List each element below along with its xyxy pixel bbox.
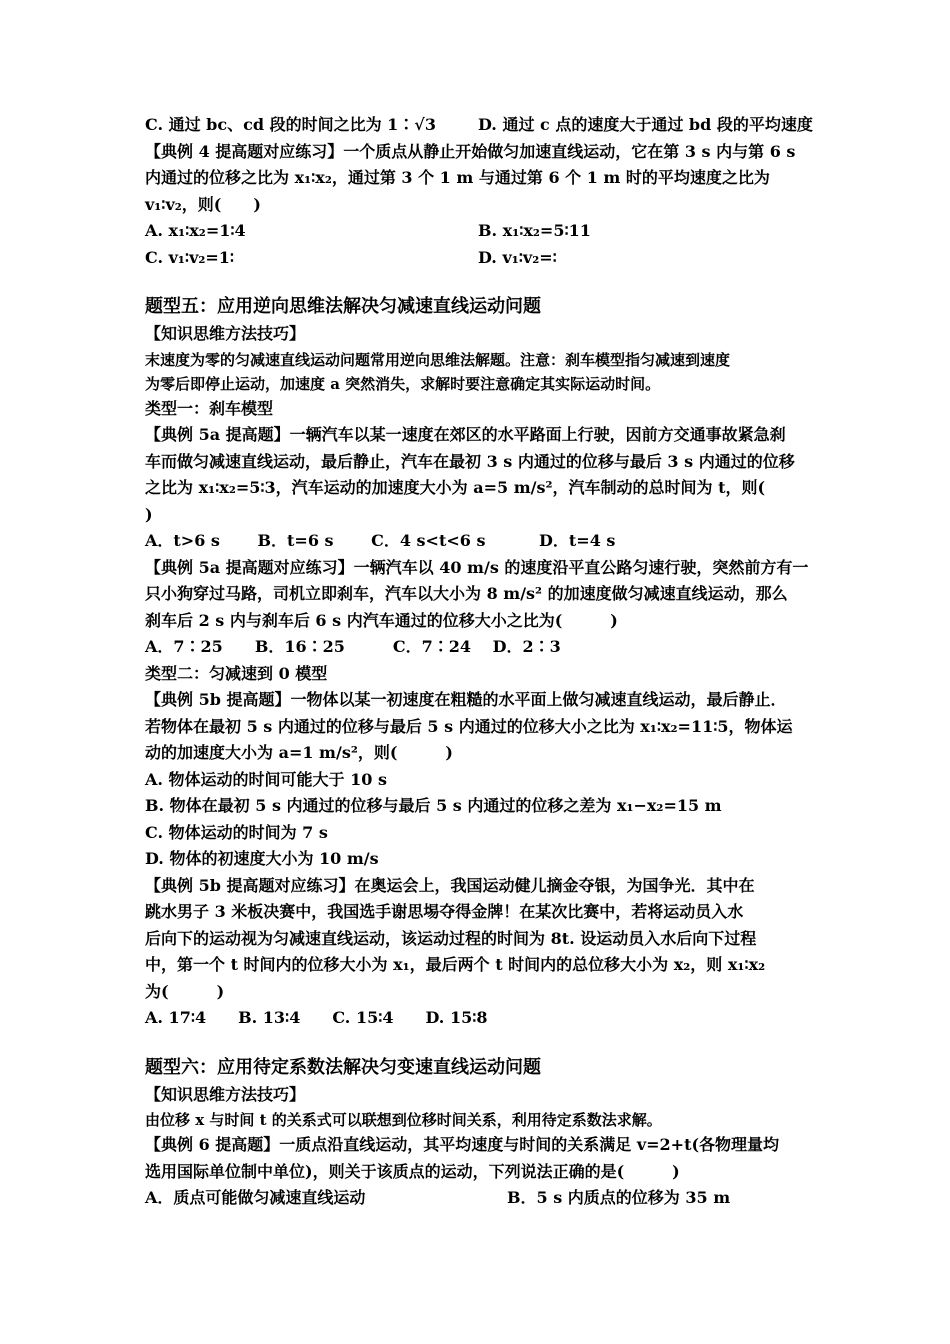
option-b: B. 物体在最初 5 s 内通过的位移与最后 5 s 内通过的位移之差为 x₁−x₂=15 m <box>145 796 722 815</box>
example-5a-line1: 【典例 5a 提高题】一辆汽车以某一速度在郊区的水平路面上行驶，因前方交通事故紧急刹 <box>145 425 786 444</box>
example-5a-line4: ) <box>145 504 153 524</box>
subtype-heading: 类型一：刹车模型 <box>145 398 274 418</box>
example-6-line1: 【典例 6 提高题】一质点沿直线运动，其平均速度与时间的关系满足 v=2+t(各物理量均 <box>145 1135 780 1154</box>
example-5a-practice-line1: 【典例 5a 提高题对应练习】一辆汽车以 40 m/s 的速度沿平直公路匀速行驶，突然前方有一 <box>145 557 809 577</box>
example-5b-practice-options: A. 17∶4 B. 13∶4 C. 15∶4 D. 15∶8 <box>145 1008 488 1027</box>
options-row <box>145 218 810 245</box>
option-c: C. 物体运动的时间为 7 s <box>145 822 328 842</box>
tips-text: 为零后即停止运动，加速度 a 突然消失，求解时要注意确定其实际运动时间。 <box>145 374 661 393</box>
example-5a-line3: 之比为 x₁∶x₂=5∶3，汽车运动的加速度大小为 a=5 m/s²，汽车制动的总时间为 t，则( <box>145 478 766 497</box>
example-5b-practice-line1: 【典例 5b 提高题对应练习】在奥运会上，我国运动健儿摘金夺银，为国争光．其中在 <box>145 875 755 895</box>
example-5a-options: A．t>6 s B．t=6 s C．4 s<t<6 s D．t=4 s <box>145 531 616 550</box>
example-5b-practice-line5: 为( ) <box>145 981 225 1001</box>
options-row <box>145 112 813 139</box>
example-4-line2: 内通过的位移之比为 x₁∶x₂，通过第 3 个 1 m 与通过第 6 个 1 m 时的平均速度之比为 <box>145 168 770 187</box>
tips-text: 由位移 x 与时间 t 的关系式可以联想到位移时间关系，利用待定系数法求解。 <box>145 1111 662 1129</box>
option-a: A．质点可能做匀减速直线运动 <box>145 1188 366 1207</box>
example-5b-practice-line3: 后向下的运动视为匀减速直线运动，该运动过程的时间为 8t. 设运动员入水后向下过程 <box>145 928 757 948</box>
options-row <box>145 245 810 272</box>
option-b: B. x₁∶x₂=5∶11 <box>478 221 591 240</box>
example-5b-practice-line2: 跳水男子 3 米板决赛中，我国选手谢思埸夺得金牌！在某次比赛中，若将运动员入水 <box>145 902 744 921</box>
option-a: A. 物体运动的时间可能大于 10 s <box>145 769 387 789</box>
example-4-line3: v₁∶v₂，则( ) <box>145 194 261 214</box>
option-c: C. 通过 bc、cd 段的时间之比为 1∶√3 <box>145 115 436 134</box>
subtype-heading: 类型二：匀减速到 0 模型 <box>145 663 328 683</box>
example-5a-line2: 车而做匀减速直线运动，最后静止，汽车在最初 3 s 内通过的位移与最后 3 s 内通过的位移 <box>145 451 795 471</box>
option-d: D. v₁∶v₂=∶ <box>478 247 557 267</box>
example-5b-line1: 【典例 5b 提高题】一物体以某一初速度在粗糙的水平面上做匀减速直线运动，最后静止． <box>145 690 787 709</box>
tips-text: 末速度为零的匀减速直线运动问题常用逆向思维法解题。注意：刹车模型指匀减速到速度 <box>145 350 731 369</box>
example-5b-line2: 若物体在最初 5 s 内通过的位移与最后 5 s 内通过的位移大小之比为 x₁∶x₂=11∶5，物体运 <box>145 716 793 736</box>
option-d: D. 物体的初速度大小为 10 m/s <box>145 849 379 868</box>
option-a: A. x₁∶x₂=1∶4 <box>145 221 246 240</box>
tips-heading: 【知识思维方法技巧】 <box>145 324 306 343</box>
tips-heading: 【知识思维方法技巧】 <box>145 1084 306 1104</box>
option-d: D. 通过 c 点的速度大于通过 bd 段的平均速度 <box>478 115 813 134</box>
example-5b-line3: 动的加速度大小为 a=1 m/s²，则( ) <box>145 743 453 762</box>
example-5a-practice-line3: 刹车后 2 s 内与刹车后 6 s 内汽车通过的位移大小之比为( ) <box>145 610 618 630</box>
example-5a-practice-line2: 只小狗穿过马路，司机立即刹车，汽车以大小为 8 m/s² 的加速度做匀减速直线运动，那么 <box>145 584 788 603</box>
option-c: C. v₁∶v₂=1∶ <box>145 247 235 267</box>
section-6-title: 题型六：应用待定系数法解决匀变速直线运动问题 <box>145 1056 541 1078</box>
section-5-title: 题型五：应用逆向思维法解决匀减速直线运动问题 <box>145 296 541 317</box>
option-b: B．5 s 内质点的位移为 35 m <box>507 1188 731 1207</box>
example-5a-practice-options: A．7∶25 B．16∶25 C．7∶24 D．2∶3 <box>145 637 561 656</box>
example-4-line1: 【典例 4 提高题对应练习】一个质点从静止开始做匀加速直线运动，它在第 3 s 内与第 6 s <box>145 141 796 161</box>
example-5b-practice-line4: 中，第一个 t 时间内的位移大小为 x₁，最后两个 t 时间内的总位移大小为 x₂，则 x₁∶x₂ <box>145 955 766 974</box>
document-page <box>145 112 813 1212</box>
options-row <box>145 1185 810 1212</box>
example-6-line2: 选用国际单位制中单位)，则关于该质点的运动，下列说法正确的是( ) <box>145 1161 680 1181</box>
